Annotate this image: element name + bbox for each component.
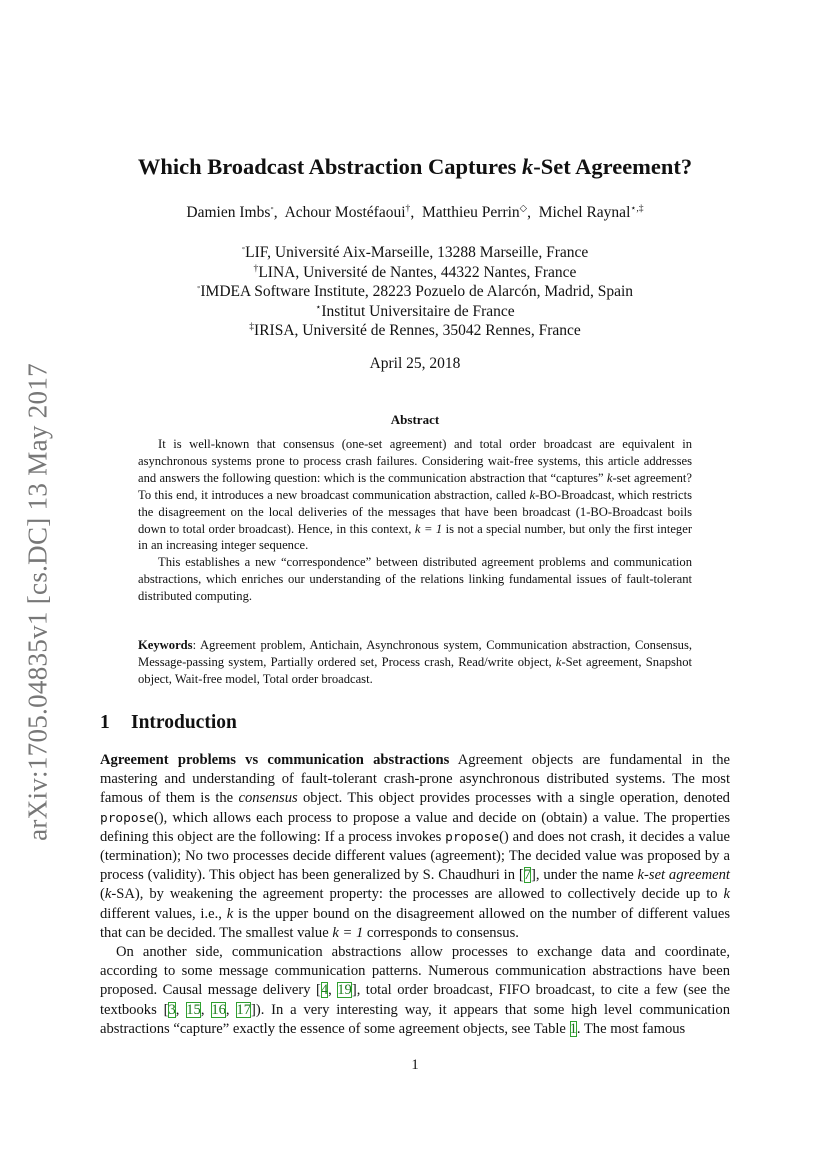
affiliation: ◦LIF, Université Aix-Marseille, 13288 Marseille, France bbox=[241, 242, 589, 261]
code-propose: propose bbox=[445, 829, 500, 845]
affiliation: †LINA, Université de Nantes, 44322 Nantes, France bbox=[253, 262, 577, 281]
abstract-paragraph: It is well-known that consensus (one-set agreement) and total order broadcast are equivalent in asynchronous systems prone to process crash failures. Considering wait-free systems, this article addresses and answers the following question: which is the communication abstraction that “captures” k-set agreement? To this end, it introduces a new broadcast communication abstraction, called k-BO-Broadcast, which restricts the disagreement on the local deliveries of the messages that have been broadcast (1-BO-Broadcast boils down to total order broadcast). Hence, in this context, k = 1 is not a special number, but only the first integer in an increasing integer sequence. bbox=[138, 437, 693, 553]
citation-link[interactable]: 7 bbox=[523, 867, 532, 884]
author: Damien Imbs◦ bbox=[186, 202, 274, 221]
paragraph-heading: Agreement problems vs communication abstractions bbox=[100, 752, 450, 768]
title-text-pre: Which Broadcast Abstraction Captures bbox=[137, 154, 523, 179]
keywords-label: Keywords bbox=[138, 638, 193, 652]
author: Michel Raynal⋆,‡ bbox=[538, 202, 644, 221]
title-var-k: k bbox=[522, 154, 534, 179]
title-text-post: -Set Agreement? bbox=[533, 154, 693, 179]
intro-body bbox=[100, 751, 730, 1039]
affiliation: ◦IMDEA Software Institute, 28223 Pozuelo de Alarcón, Madrid, Spain bbox=[196, 282, 634, 301]
affiliation-list bbox=[100, 243, 730, 341]
section-number: 1 bbox=[100, 712, 110, 733]
paper-title bbox=[100, 154, 730, 180]
body-paragraph: Agreement problems vs communication abstractions Agreement objects are fundamental in the mastering and understanding of fault-tolerant crash-prone asynchronous distributed systems. The most famous of them is the consensus object. This object provides processes with a single operation, denoted propose(), which allows each process to propose a value and decide on (obtain) a value. The properties defining this object are the following: If a process invokes propose() and does not crash, it decides a value (termination); No two processes decide different values (agreement); The decided value was proposed by a process (validity). This object has been generalized by S. Chaudhuri in [7], under the name k-set agreement (k-SA), by weakening the agreement property: the processes are allowed to collectively decide up to k different values, i.e., k is the upper bound on the disagreement allowed on the number of different values that can be decided. The smallest value k = 1 corresponds to consensus. bbox=[100, 752, 731, 941]
citation-link[interactable]: 15 bbox=[186, 1001, 201, 1018]
citation-link[interactable]: 4 bbox=[320, 982, 329, 999]
table-ref-link[interactable]: 1 bbox=[569, 1020, 577, 1037]
keywords: Keywords: Agreement problem, Antichain, Asynchronous system, Communication abstraction, Consensus, Message-passing system, Partially ordered set, Process crash, Read/write object, k-Set agreement, Snapshot object, Wait-free model, Total order broadcast. bbox=[138, 638, 692, 686]
citation-link[interactable]: 16 bbox=[211, 1001, 226, 1018]
abstract-heading: Abstract bbox=[390, 412, 440, 427]
author-list: Damien Imbs◦, Achour Mostéfaoui†, Matthieu Perrin◇, Michel Raynal⋆,‡ bbox=[186, 202, 644, 221]
section-heading bbox=[100, 712, 730, 734]
affiliation: ⋆Institut Universitaire de France bbox=[315, 301, 515, 320]
section-title: Introduction bbox=[131, 712, 237, 733]
author: Matthieu Perrin◇ bbox=[421, 202, 528, 221]
page-number: 1 bbox=[411, 1057, 419, 1073]
citation-link[interactable]: 17 bbox=[236, 1001, 251, 1018]
abstract-body bbox=[138, 436, 692, 605]
body-paragraph: On another side, communication abstractions allow processes to exchange data and coordinate, according to some message communication patterns. Numerous communication abstractions have been proposed. Causal message delivery [4, 19], total order broadcast, FIFO broadcast, to cite a few (see the textbooks [3, 15, 16, 17]). In a very interesting way, it appears that some high level communication abstractions “capture” exactly the essence of some agreement objects, see Table 1. The most famous bbox=[100, 944, 730, 1037]
author: Achour Mostéfaoui† bbox=[284, 202, 411, 221]
abstract-paragraph: This establishes a new “correspondence” between distributed agreement problems and communication abstractions, which enriches our understanding of the relations linking fundamental issues of fault-tolerant distributed computing. bbox=[138, 555, 692, 604]
paper-date: April 25, 2018 bbox=[369, 355, 461, 372]
arxiv-side-identifier bbox=[18, 352, 58, 852]
citation-link[interactable]: 3 bbox=[168, 1001, 176, 1018]
code-propose: propose bbox=[100, 810, 154, 826]
arxiv-id-text: arXiv:1705.04835v1 [cs.DC] 13 May 2017 bbox=[22, 363, 53, 841]
affiliation: ‡IRISA, Université de Rennes, 35042 Rennes, France bbox=[249, 321, 581, 340]
citation-link[interactable]: 19 bbox=[337, 982, 352, 999]
